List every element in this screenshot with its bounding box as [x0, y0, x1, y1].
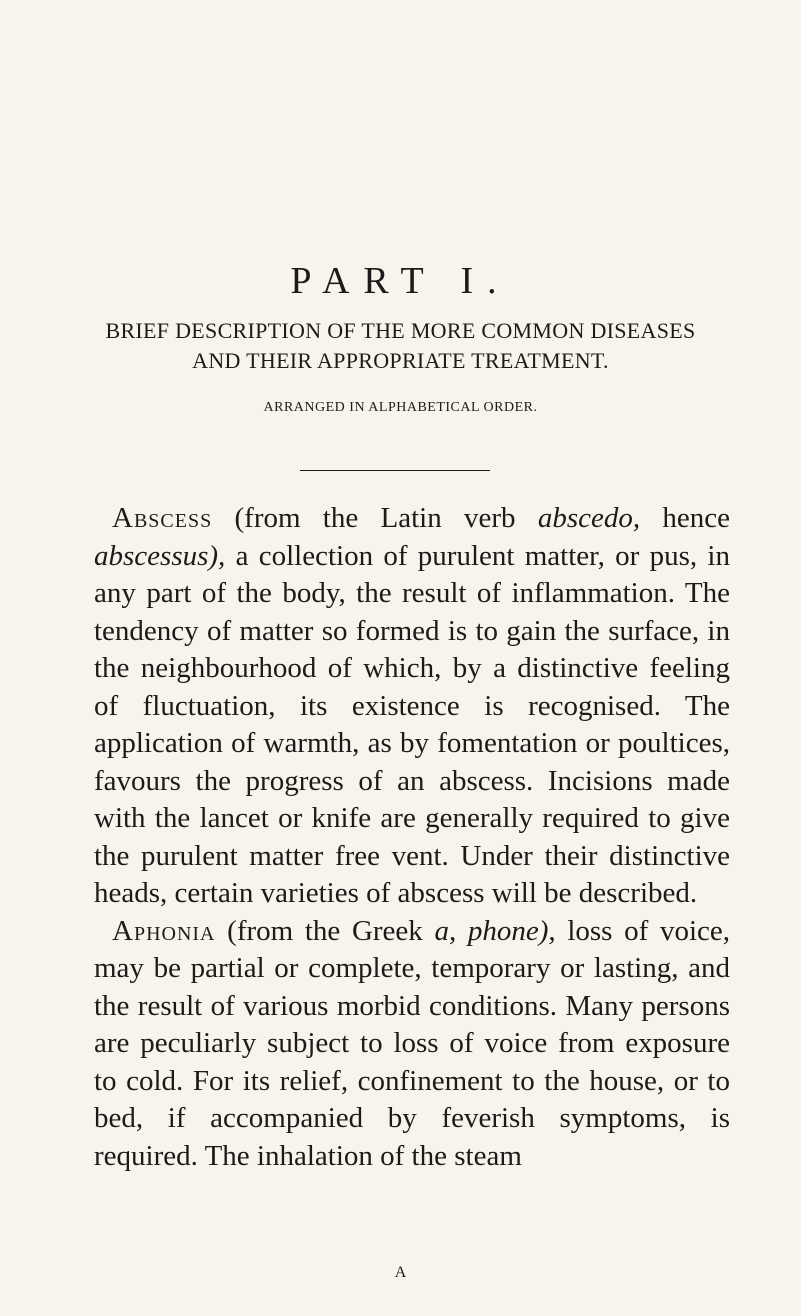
subtitle-line-1: BRIEF DESCRIPTION OF THE MORE COMMON DISEASES	[105, 318, 696, 343]
entry-text: a collection of purulent matter, or pus, in any part of the body, the result of inflammation. The tendency of matter so formed is to gain the surface, in the neighbourhood of which, by a distinctive feeling of fluctuation, its existence is recognised. The application of warmth, as by fomentation or poultices, favours the progress of an abscess. Incisions made with the lancet or knife are generally required to give the purulent matter free vent. Under their distinctive heads, certain varieties of abscess will be described.	[94, 539, 730, 909]
divider-rule	[300, 470, 490, 471]
body-text	[94, 500, 730, 1175]
entry-text: hence	[640, 502, 730, 534]
entry-aphonia	[94, 913, 730, 1176]
entry-italic-term: abscedo,	[537, 502, 641, 534]
entry-italic-term: abscessus),	[94, 539, 226, 572]
signature-mark: A	[394, 1264, 407, 1281]
entry-text: (from the Greek	[215, 914, 435, 947]
entry-term: Aphonia	[112, 914, 216, 947]
arrangement-note: ARRANGED IN ALPHABETICAL ORDER.	[263, 400, 538, 415]
entry-text: loss of voice, may be partial or complete, temporary or lasting, and the result of various morbid conditions. Many persons are peculiarly subject to loss of voice from exposure to cold. For its relief, confinement to the house, or to bed, if accompanied by feverish symptoms, is required. The inhalation of the steam	[94, 914, 730, 1172]
subtitle-line-2: AND THEIR APPROPRIATE TREATMENT.	[192, 348, 609, 373]
section-subtitle	[80, 316, 721, 376]
entry-text: (from the Latin verb	[212, 502, 538, 534]
part-heading: PART I.	[290, 260, 511, 302]
entry-term: Abscess	[112, 502, 213, 534]
entry-abscess	[94, 500, 730, 913]
entry-italic-term: a, phone),	[434, 914, 556, 947]
